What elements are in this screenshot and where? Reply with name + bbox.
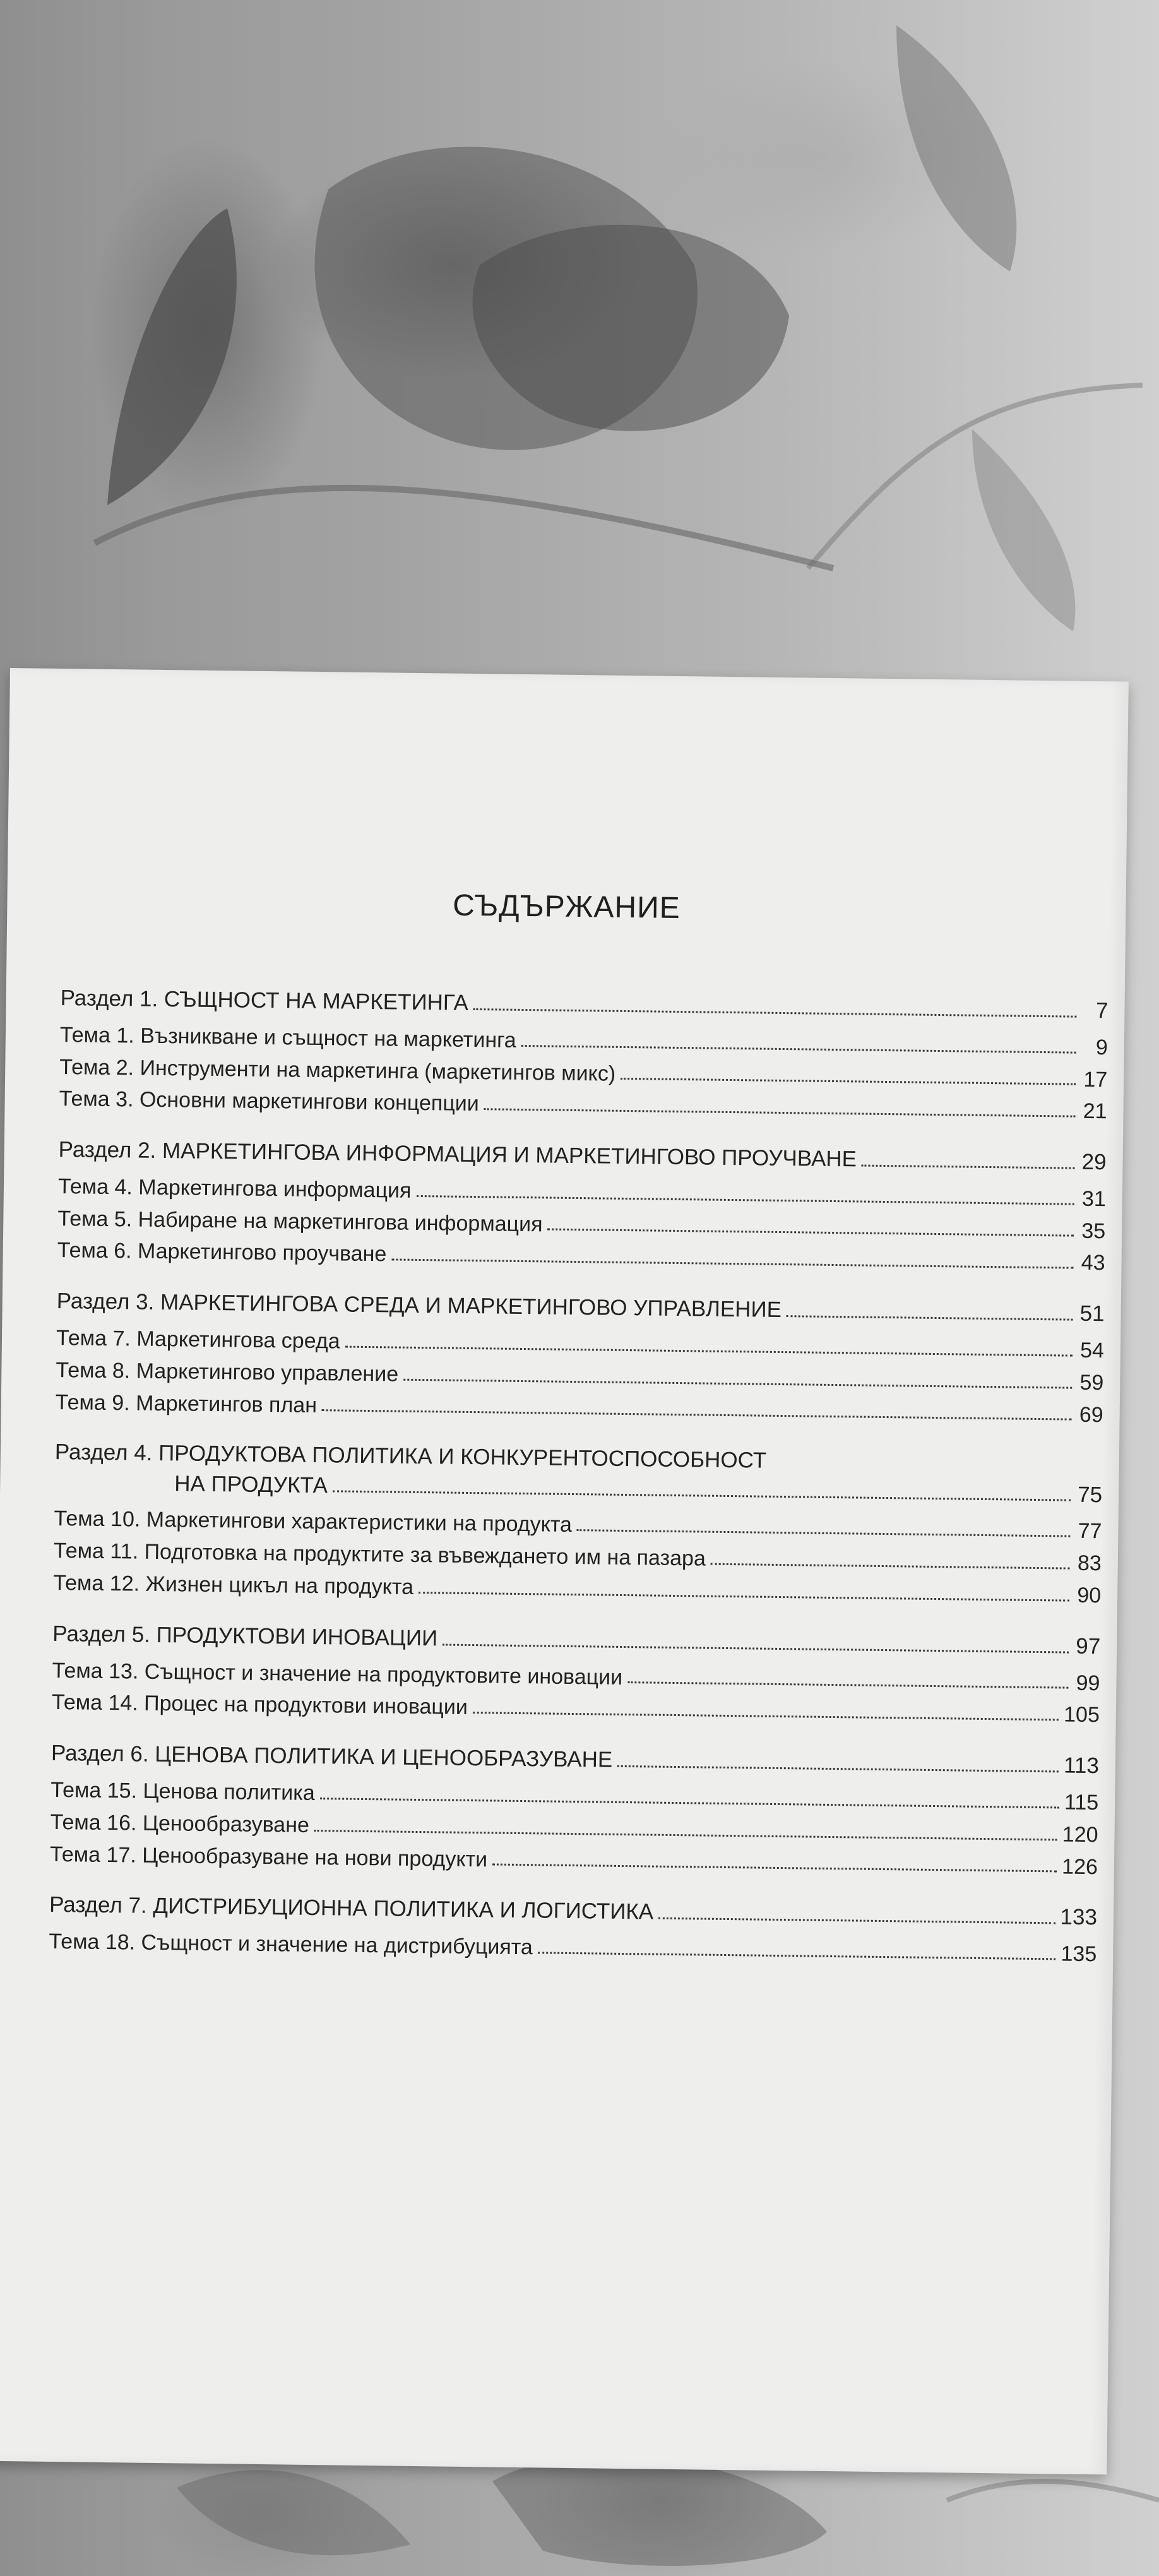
topic-title: Тема 16. Ценообразуване [50, 1810, 310, 1837]
dot-leader [862, 1164, 1075, 1169]
dot-leader [484, 1108, 1076, 1117]
topic-title: Тема 14. Процес на продуктови иновации [51, 1690, 468, 1720]
topic-page-number: 135 [1061, 1941, 1097, 1967]
topic-page-number: 21 [1083, 1099, 1107, 1124]
topic-title: Тема 4. Маркетингова информация [57, 1174, 412, 1203]
section-entry [60, 984, 1108, 1025]
dot-leader [547, 1229, 1074, 1237]
section-title: Раздел 6. ЦЕНОВА ПОЛИТИКА И ЦЕНООБРАЗУВАНЕ [51, 1741, 613, 1772]
section-title: Раздел 2. МАРКЕТИНГОВА ИНФОРМАЦИЯ И МАРКЕТИНГОВО ПРОУЧВАНЕ [58, 1137, 857, 1172]
topic-title: Тема 15. Ценова политика [51, 1777, 315, 1805]
topic-title: Тема 17. Ценообразуване на нови продукти [49, 1842, 488, 1871]
topic-page-number: 105 [1063, 1702, 1100, 1727]
topic-entry [53, 1570, 1101, 1609]
topic-entry [59, 1086, 1107, 1124]
dot-leader [787, 1315, 1073, 1321]
petal-shape [492, 2456, 827, 2566]
leaf-shape [177, 2470, 410, 2555]
section-entry [49, 1891, 1097, 1931]
topic-entry [50, 1810, 1098, 1848]
topic-title: Тема 18. Същност и значение на дистрибуцията [49, 1929, 533, 1960]
dot-leader [314, 1830, 1057, 1840]
section-entry [51, 1739, 1099, 1780]
stem-shape [947, 2481, 1159, 2500]
dot-leader [473, 1008, 1077, 1018]
section-page-number: 133 [1060, 1904, 1098, 1930]
topic-entry [51, 1777, 1098, 1816]
page-title: СЪДЪРЖАНИЕ [452, 888, 681, 925]
section-title: Раздел 4. ПРОДУКТОВА ПОЛИТИКА И КОНКУРЕНТОСПОСОБНОСТ [54, 1440, 767, 1474]
topic-title: Тема 13. Същност и значение на продуктовите иновации [52, 1658, 623, 1690]
section-page-number: 51 [1079, 1301, 1105, 1327]
dot-leader [345, 1345, 1073, 1356]
section-title-continuation: НА ПРОДУКТА [174, 1471, 328, 1498]
section-page-number: 113 [1063, 1753, 1100, 1779]
leaf-shape [972, 429, 1075, 631]
toc-section-3 [56, 1287, 1105, 1428]
table-of-contents [49, 984, 1108, 1991]
toc-section-4 [53, 1439, 1103, 1609]
dot-leader [577, 1529, 1071, 1537]
topic-page-number: 17 [1083, 1067, 1108, 1092]
topic-title: Тема 2. Инструменти на маркетинга (маркетингов микс) [59, 1054, 616, 1086]
dot-leader [419, 1592, 1069, 1602]
topic-entry [56, 1357, 1103, 1396]
section-title: Раздел 3. МАРКЕТИНГОВА СРЕДА И МАРКЕТИНГОВО УПРАВЛЕНИЕ [56, 1289, 782, 1323]
dot-leader [621, 1078, 1076, 1085]
topic-page-number: 43 [1081, 1251, 1105, 1275]
topic-page-number: 31 [1081, 1186, 1107, 1212]
topic-title: Тема 9. Маркетингов план [55, 1390, 318, 1417]
section-title: Раздел 5. ПРОДУКТОВИ ИНОВАЦИИ [52, 1621, 438, 1651]
dot-leader [322, 1410, 1072, 1421]
topic-title: Тема 3. Основни маркетингови концепции [59, 1087, 480, 1116]
toc-section-6 [50, 1739, 1099, 1880]
toc-section-7 [49, 1891, 1097, 1967]
topic-page-number: 77 [1078, 1519, 1102, 1544]
toc-section-5 [52, 1620, 1101, 1729]
toc-section-1 [59, 984, 1108, 1124]
topic-entry [60, 1022, 1108, 1061]
topic-page-number: 90 [1077, 1583, 1102, 1608]
leaf-shape [107, 208, 237, 505]
topic-title: Тема 6. Маркетингово проучване [57, 1238, 387, 1267]
topic-title: Тема 11. Подготовка на продуктите за въвеждането им на пазара [53, 1539, 706, 1571]
stem-shape [95, 488, 833, 568]
toc-section-2 [57, 1136, 1106, 1276]
dot-leader [711, 1563, 1070, 1570]
dot-leader [658, 1917, 1055, 1924]
topic-entry [52, 1690, 1100, 1728]
dot-leader [492, 1864, 1057, 1873]
topic-entry [56, 1325, 1104, 1364]
dot-leader [403, 1378, 1072, 1388]
section-entry [56, 1287, 1104, 1328]
section-page-number: 7 [1095, 998, 1108, 1023]
dot-leader [627, 1681, 1068, 1689]
topic-page-number: 54 [1079, 1338, 1105, 1363]
petal-shape [315, 147, 698, 450]
section-entry [52, 1620, 1100, 1661]
topic-page-number: 59 [1079, 1370, 1104, 1395]
dot-leader [320, 1798, 1059, 1808]
topic-title: Тема 10. Маркетингови характеристики на продукта [54, 1506, 573, 1537]
topic-entry [52, 1657, 1100, 1696]
stem-shape [808, 385, 1143, 568]
dot-leader [538, 1952, 1056, 1960]
dot-leader [443, 1643, 1069, 1653]
topic-page-number: 35 [1081, 1219, 1106, 1243]
topic-entry [58, 1174, 1106, 1212]
dot-leader [333, 1491, 1071, 1501]
section-page-number: 97 [1076, 1633, 1101, 1659]
topic-page-number: 115 [1064, 1790, 1099, 1815]
topic-title: Тема 1. Възникване и същност на маркетинга [59, 1022, 516, 1052]
section-page-number: 75 [1077, 1482, 1103, 1508]
topic-page-number: 83 [1077, 1551, 1102, 1576]
topic-title: Тема 5. Набиране на маркетингова информация [57, 1206, 543, 1237]
topic-entry [56, 1390, 1103, 1428]
dot-leader [521, 1044, 1076, 1053]
leaf-shape [896, 25, 1016, 271]
dot-leader [473, 1712, 1059, 1720]
book-page [0, 668, 1129, 2474]
dot-leader [416, 1195, 1074, 1205]
section-entry [58, 1136, 1106, 1176]
dot-leader [391, 1259, 1073, 1269]
topic-entry [54, 1538, 1102, 1577]
topic-page-number: 99 [1076, 1671, 1100, 1695]
section-title: Раздел 1. СЪЩНОСТ НА МАРКЕТИНГА [60, 986, 469, 1015]
topic-page-number: 120 [1062, 1822, 1098, 1847]
section-title: Раздел 7. ДИСТРИБУЦИОННА ПОЛИТИКА И ЛОГИСТИКА [49, 1892, 654, 1924]
topic-entry [49, 1929, 1097, 1967]
topic-page-number: 9 [1095, 1035, 1108, 1060]
dot-leader [617, 1765, 1059, 1773]
petal-shape [472, 225, 789, 431]
topic-title: Тема 7. Маркетингова среда [56, 1326, 340, 1354]
topic-entry [57, 1237, 1105, 1276]
topic-page-number: 126 [1061, 1854, 1098, 1879]
topic-title: Тема 12. Жизнен цикъл на продукта [53, 1570, 414, 1599]
topic-title: Тема 8. Маркетингово управление [56, 1357, 399, 1386]
topic-entry [50, 1841, 1098, 1880]
topic-entry [54, 1506, 1102, 1544]
topic-entry [59, 1054, 1107, 1093]
topic-entry [57, 1206, 1105, 1244]
topic-page-number: 69 [1079, 1402, 1103, 1427]
section-page-number: 29 [1081, 1149, 1107, 1175]
